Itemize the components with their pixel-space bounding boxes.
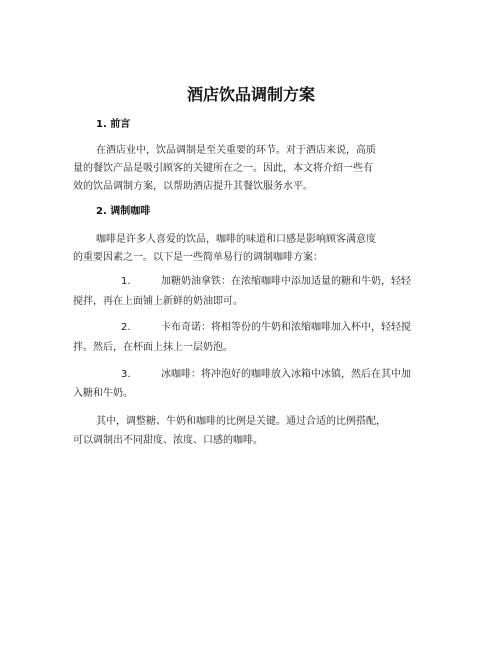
paragraph-line: 可以调制出不同甜度、浓度、口感的咖啡。: [73, 435, 263, 446]
paragraph-line: 的重要因素之一。以下是一些简单易行的调制咖啡方案：: [73, 252, 323, 263]
list-item-number: 1.: [121, 276, 131, 287]
paragraph-line: 咖啡是许多人喜爱的饮品，咖啡的味道和口感是影响顾客满意度: [96, 234, 376, 245]
paragraph-line: 在酒店业中，饮品调制是至关重要的环节。对于酒店来说，高质: [96, 145, 376, 156]
list-item-number: 2.: [121, 322, 131, 333]
list-item-number: 3.: [121, 369, 131, 380]
section-heading-coffee: 2. 调制咖啡: [96, 206, 151, 217]
list-item-line: 入糖和牛奶。: [73, 388, 133, 399]
list-item-line: 加糖奶油拿铁：在浓缩咖啡中添加适量的糖和牛奶，轻轻: [161, 276, 411, 287]
list-item-line: 拌。然后，在杯面上抹上一层奶泡。: [73, 342, 233, 353]
paragraph-line: 量的餐饮产品是吸引顾客的关键所在之一。因此，本文将介绍一些有: [73, 163, 373, 174]
list-item-line: 卡布奇诺：将相等份的牛奶和浓缩咖啡加入杯中，轻轻搅: [161, 322, 411, 333]
document-title: 酒店饮品调制方案: [186, 85, 315, 104]
list-item-line: 冰咖啡：将冲泡好的咖啡放入冰箱中冰镇，然后在其中加: [161, 369, 411, 380]
section-heading-intro: 1. 前言: [96, 119, 131, 130]
list-item-line: 搅拌，再在上面铺上新鲜的奶油即可。: [73, 296, 243, 307]
paragraph-line: 其中，调整糖、牛奶和咖啡的比例是关键。通过合适的比例搭配，: [96, 416, 386, 427]
paragraph-line: 效的饮品调制方案，以帮助酒店提升其餐饮服务水平。: [73, 181, 313, 192]
